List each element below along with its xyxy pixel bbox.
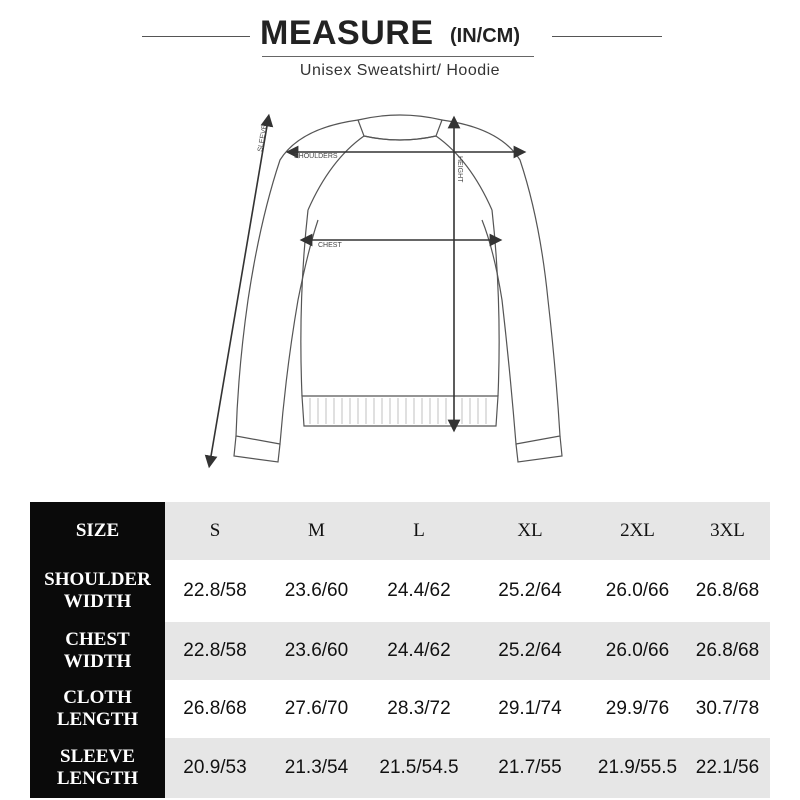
sweatshirt-drawing (190, 100, 590, 480)
table-cell: 23.6/60 (284, 580, 349, 601)
size-s: S (209, 520, 221, 541)
title-rule-left (142, 36, 250, 37)
table-cell: 29.1/74 (498, 698, 562, 719)
table-cell: 26.8/68 (695, 640, 760, 661)
header (0, 0, 800, 90)
table-cell: 26.0/66 (605, 580, 670, 601)
height-label: HEIGHT (456, 156, 463, 183)
table-cell: 22.8/58 (183, 580, 247, 601)
table-row (30, 680, 770, 738)
table-cell: 26.0/66 (605, 640, 670, 661)
size-3xl: 3XL (710, 520, 745, 541)
shoulders-label: SHOULDERS (294, 153, 338, 160)
table-cell: 21.5/54.5 (379, 757, 459, 778)
table-cell: 24.4/62 (387, 640, 451, 661)
table-cell: 25.2/64 (498, 640, 562, 661)
chest-label: CHEST (318, 242, 342, 249)
table-cell: 21.3/54 (284, 757, 349, 778)
ribbing-texture (310, 398, 486, 424)
table-cell: 26.8/68 (183, 698, 247, 719)
size-header-label: SIZE (30, 502, 165, 560)
row-label-sleeve-length: SLEEVE LENGTH (30, 738, 165, 798)
row-label-cloth-length: CLOTH LENGTH (30, 680, 165, 738)
table-cell: 22.8/58 (183, 640, 247, 661)
size-m: M (308, 520, 325, 541)
table-cell: 22.1/56 (695, 757, 760, 778)
subtitle-divider (262, 56, 534, 57)
table-cell: 21.9/55.5 (597, 757, 678, 778)
table-row (30, 622, 770, 680)
sleeve-label: SLEEVE (257, 124, 269, 153)
size-2xl: 2XL (620, 520, 655, 541)
table-cell: 26.8/68 (695, 580, 760, 601)
row-label-chest-width: CHEST WIDTH (30, 622, 165, 680)
table-cell: 27.6/70 (284, 698, 349, 719)
size-xl: XL (517, 520, 543, 541)
subtitle: Unisex Sweatshirt/ Hoodie (299, 62, 501, 79)
table-cell: 24.4/62 (387, 580, 451, 601)
table-row (30, 560, 770, 622)
table-cell: 25.2/64 (498, 580, 562, 601)
table-cell: 29.9/76 (605, 698, 670, 719)
table-cell: 20.9/53 (183, 757, 247, 778)
table-row (30, 738, 770, 798)
table-cell: 21.7/55 (498, 757, 562, 778)
size-chart-table (30, 502, 770, 798)
measurement-lines (210, 120, 520, 462)
sleeve-measure-line (210, 120, 268, 462)
table-cell: 23.6/60 (284, 640, 349, 661)
table-header-row (30, 502, 770, 560)
unit-label: (IN/CM) (450, 25, 520, 47)
size-l: L (413, 520, 425, 541)
page-title: MEASURE (260, 14, 434, 52)
row-label-shoulder-width: SHOULDER WIDTH (30, 560, 165, 622)
title-rule-right (552, 36, 662, 37)
table-cell: 28.3/72 (387, 698, 451, 719)
table-cell: 30.7/78 (695, 698, 760, 719)
sweatshirt-diagram (190, 100, 590, 480)
